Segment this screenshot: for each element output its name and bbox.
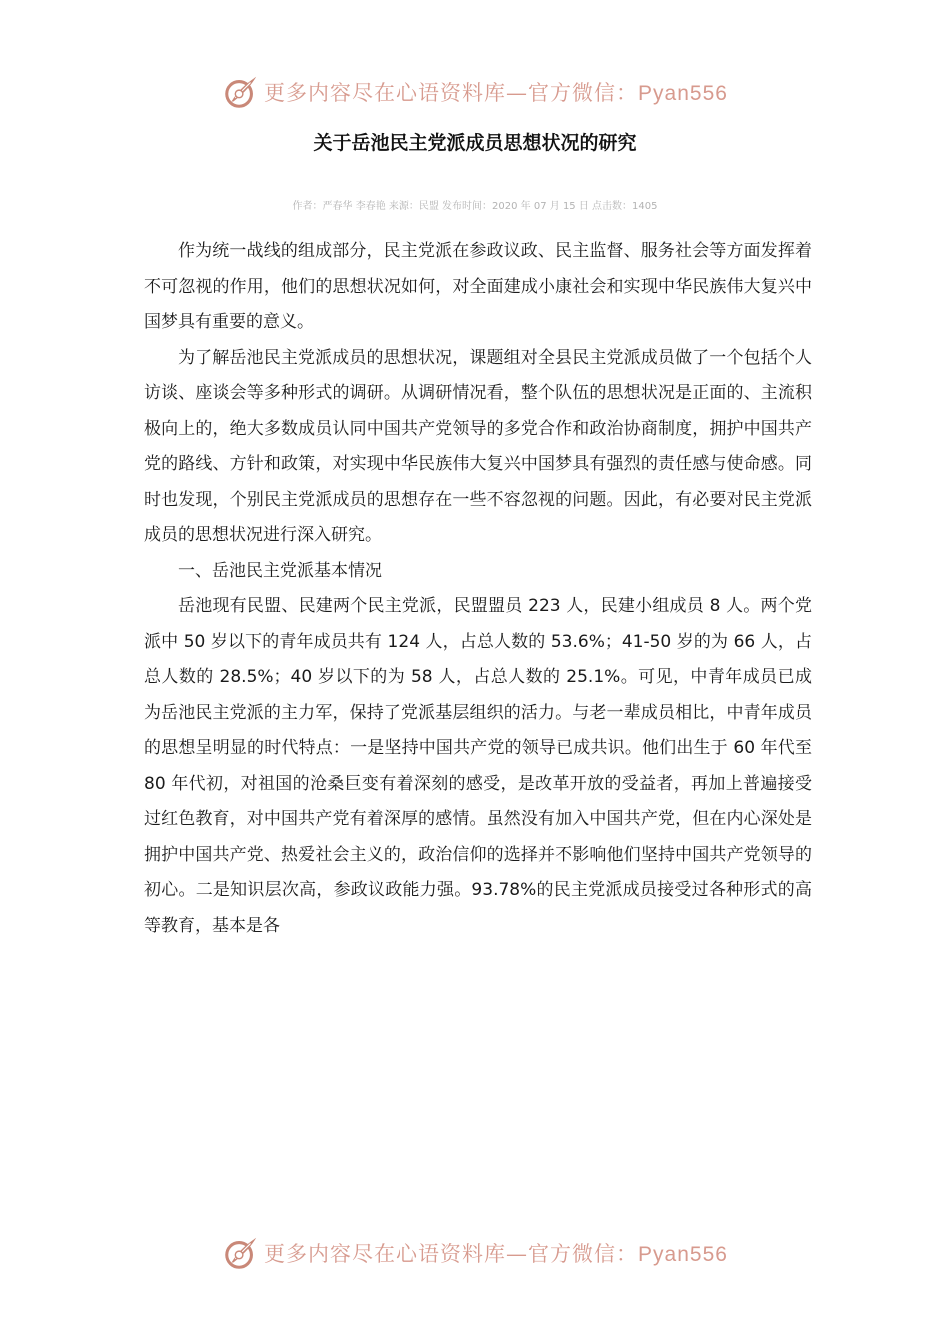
watermark-text: 更多内容尽在心语资料库—官方微信：Pyan556 bbox=[264, 1242, 728, 1266]
section-heading: 一、岳池民主党派基本情况 bbox=[178, 560, 382, 581]
paragraph: 为了解岳池民主党派成员的思想状况，课题组对全县民主党派成员做了一个包括个人访谈、座谈会等多种形式的调研。从调研情况看，整个队伍的思想状况是正面的、主流积极向上的，绝大多数成员认同中国共产党领导的多党合作和政治协商制度，拥护中国共产党的路线、方针和政策，对实现中华民族伟大复兴中国梦具有强烈的责任感与使命感。同时也发现，个别民主党派成员的思想存在一些不容忽视的问题。因此，有必要对民主党派成员的思想状况进行深入研究。 bbox=[144, 347, 812, 545]
watermark-wechat-id: Pyan556 bbox=[638, 82, 728, 105]
paragraph: 岳池现有民盟、民建两个民主党派，民盟盟员 223 人，民建小组成员 8 人。两个党派中 50 岁以下的青年成员共有 124 人，占总人数的 53.6%；41-50 岁的为 66 人，占总人数的 28.5%；40 岁以下的为 58 人，占总人数的 25.1%。可见，中青年成员已成为岳池民主党派的主力军，保持了党派基层组织的活力。与老一辈成员相比，中青年成员的思想呈明显的时代特点：一是坚持中国共产党的领导已成共识。他们出生于 60 年代至 80 年代初，对祖国的沧桑巨变有着深刻的感受，是改革开放的受益者，再加上普遍接受过红色教育，对中国共产党有着深厚的感情。虽然没有加入中国共产党，但在内心深处是拥护中国共产党、热爱社会主义的，政治信仰的选择并不影响他们坚持中国共产党领导的初心。二是知识层次高，参政议政能力强。93.78%的民主党派成员接受过各种形式的高等教育，基本是各 bbox=[144, 596, 812, 936]
watermark-wechat-id: Pyan556 bbox=[638, 1243, 728, 1266]
paragraph: 作为统一战线的组成部分，民主党派在参政议政、民主监督、服务社会等方面发挥着不可忽视的作用，他们的思想状况如何，对全面建成小康社会和实现中华民族伟大复兴中国梦具有重要的意义。 bbox=[144, 241, 812, 332]
watermark-text: 更多内容尽在心语资料库—官方微信：Pyan556 bbox=[264, 81, 728, 105]
watermark-banner-top bbox=[0, 70, 950, 114]
article-body bbox=[144, 234, 812, 944]
watermark-banner-bottom bbox=[0, 1231, 950, 1275]
article-meta: 作者：严春华 李春艳 来源：民盟 发布时间：2020 年 07 月 15 日 点击数：1405 bbox=[292, 201, 658, 212]
article-title: 关于岳池民主党派成员思想状况的研究 bbox=[313, 132, 637, 154]
feather-circle-logo-icon bbox=[222, 73, 260, 111]
feather-circle-logo-icon bbox=[222, 1234, 260, 1272]
